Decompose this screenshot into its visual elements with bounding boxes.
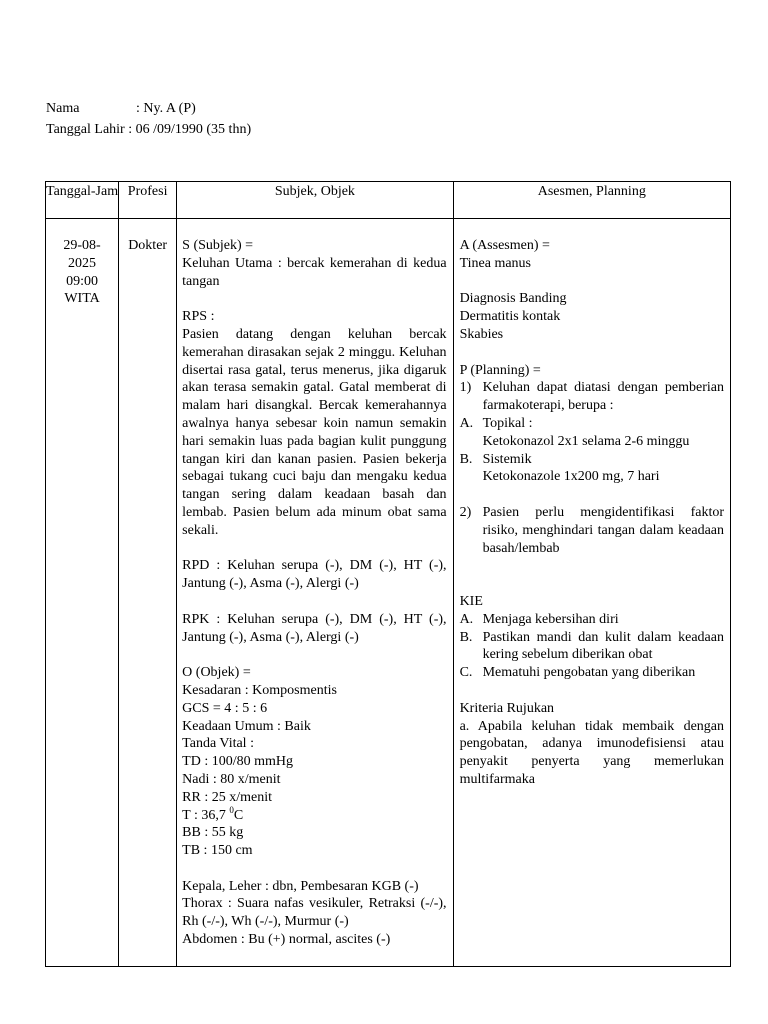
planning-sistemik-detail: Ketokonazole 1x200 mg, 7 hari <box>482 469 660 485</box>
patient-identity <box>46 98 251 140</box>
cell-tanggal <box>46 219 119 967</box>
cell-asesmen-planning <box>453 219 730 967</box>
tekanan-darah: TD : 100/80 mmHg <box>182 754 294 770</box>
kie-item <box>460 664 724 682</box>
profesi-text: Dokter <box>128 238 168 253</box>
table-row <box>46 219 731 967</box>
objek-title: O (Objek) = <box>182 665 251 681</box>
kie-title: KIE <box>459 593 483 609</box>
rps-title: RPS : <box>182 309 215 325</box>
name-label: Nama <box>46 101 80 116</box>
asesmen-title: A (Assesmen) = <box>459 238 550 253</box>
abdomen: Abdomen : Bu (+) normal, ascites (-) <box>182 932 391 948</box>
tanda-vital: Tanda Vital : <box>182 736 254 752</box>
kesadaran: Kesadaran : Komposmentis <box>182 682 337 698</box>
kie-marker: A. <box>459 611 474 627</box>
dob-label: Tanggal Lahir <box>46 122 125 137</box>
planning-marker: B. <box>459 451 473 467</box>
planning-topikal-title: Topikal : <box>482 415 533 431</box>
patient-name-row <box>46 98 251 119</box>
timezone-line: WITA <box>64 291 100 307</box>
header-profesi: Profesi <box>119 182 177 219</box>
kriteria-rujukan-text: a. Apabila keluhan tidak membaik dengan pengobatan, adanya imunodefisiensi atau penyakit penyerta yang memerlukan multifarmaka <box>459 718 724 787</box>
planning-item-topikal <box>460 415 724 451</box>
header-tanggal-jam: Tanggal-Jam <box>46 182 119 219</box>
kie-text: Menjaga kebersihan diri <box>482 611 619 627</box>
respiratory-rate: RR : 25 x/menit <box>182 789 273 805</box>
rps-text: Pasien datang dengan keluhan bercak kemerahan dirasakan sejak 2 minggu. Keluhan disertai rasa gatal, terus menerus, jika digaruk akan terasa semakin gatal. Gatal memberat di malam hari disangkal. Bercak kemerahannya awalnya hanya sebesar koin namun semakin hari semakin luas pada bagian kulit punggung tangan kiri dan kanan pasien. Pasien bekerja sebagai tukang cuci baju dan mengaku kedua tangan sering dalam keadaan basah dan lembab. Pasien belum ada minum obat sama sekali. <box>182 326 447 538</box>
kie-marker: C. <box>459 665 473 681</box>
keadaan-umum: Keadaan Umum : Baik <box>182 718 311 734</box>
kie-item <box>460 629 724 665</box>
cell-subjek-objek <box>177 219 453 967</box>
time-line: 09:00 <box>66 273 98 289</box>
year-line: 2025 <box>68 255 97 271</box>
header-subjek-objek: Subjek, Objek <box>177 182 453 219</box>
diagnosis-banding-item: Dermatitis kontak <box>459 309 561 325</box>
soap-table <box>45 181 731 967</box>
planning-title: P (Planning) = <box>459 362 541 378</box>
table-header-row <box>46 182 731 219</box>
kie-text: Mematuhi pengobatan yang diberikan <box>482 665 696 681</box>
kie-text: Pastikan mandi dan kulit dalam keadaan kering sebelum diberikan obat <box>482 629 724 663</box>
planning-topikal-detail: Ketokonazol 2x1 selama 2-6 minggu <box>482 433 690 449</box>
diagnosis-banding-item: Skabies <box>459 326 504 342</box>
kie-item <box>460 611 724 629</box>
planning-item-sistemik <box>460 451 724 487</box>
suhu-degree: 0 <box>229 804 234 815</box>
diagnosis: Tinea manus <box>459 255 531 271</box>
planning-text: Keluhan dapat diatasi dengan pemberian farmakoterapi, berupa : <box>482 380 724 414</box>
date-line: 29-08- <box>63 238 101 253</box>
suhu-value: T : 36,7 <box>182 807 226 823</box>
planning-text: Pasien perlu mengidentifikasi faktor risiko, menghindari tangan dalam keadaan basah/lembab <box>482 504 724 556</box>
planning-sistemik-title: Sistemik <box>482 451 532 467</box>
planning-marker: 2) <box>459 504 472 520</box>
diagnosis-banding-title: Diagnosis Banding <box>459 291 567 307</box>
keluhan-utama: Keluhan Utama : bercak kemerahan di kedua tangan <box>182 255 447 289</box>
kie-marker: B. <box>459 629 473 645</box>
header-asesmen-planning: Asesmen, Planning <box>453 182 730 219</box>
suhu-unit: C <box>233 807 244 823</box>
tinggi-badan: TB : 150 cm <box>182 843 253 859</box>
planning-marker: A. <box>459 415 474 431</box>
gcs: GCS = 4 : 5 : 6 <box>182 700 268 716</box>
rpd-text: RPD : Keluhan serupa (-), DM (-), HT (-), Jantung (-), Asma (-), Alergi (-) <box>182 558 447 592</box>
subjek-title: S (Subjek) = <box>182 238 254 253</box>
thorax: Thorax : Suara nafas vesikuler, Retraksi (-/-), Rh (-/-), Wh (-/-), Murmur (-) <box>182 896 447 930</box>
cell-profesi <box>119 219 177 967</box>
rpk-text: RPK : Keluhan serupa (-), DM (-), HT (-), Jantung (-), Asma (-), Alergi (-) <box>182 611 447 645</box>
nadi: Nadi : 80 x/menit <box>182 771 281 787</box>
kepala-leher: Kepala, Leher : dbn, Pembesaran KGB (-) <box>182 878 419 894</box>
name-value: : Ny. A (P) <box>136 101 196 116</box>
planning-item-2 <box>460 504 724 557</box>
planning-item-1 <box>460 379 724 415</box>
patient-dob-row <box>46 119 251 140</box>
kriteria-rujukan-title: Kriteria Rujukan <box>459 700 555 716</box>
suhu <box>182 804 446 825</box>
planning-marker: 1) <box>459 380 472 396</box>
dob-value: : 06 /09/1990 (35 thn) <box>128 122 252 137</box>
berat-badan: BB : 55 kg <box>182 825 244 841</box>
